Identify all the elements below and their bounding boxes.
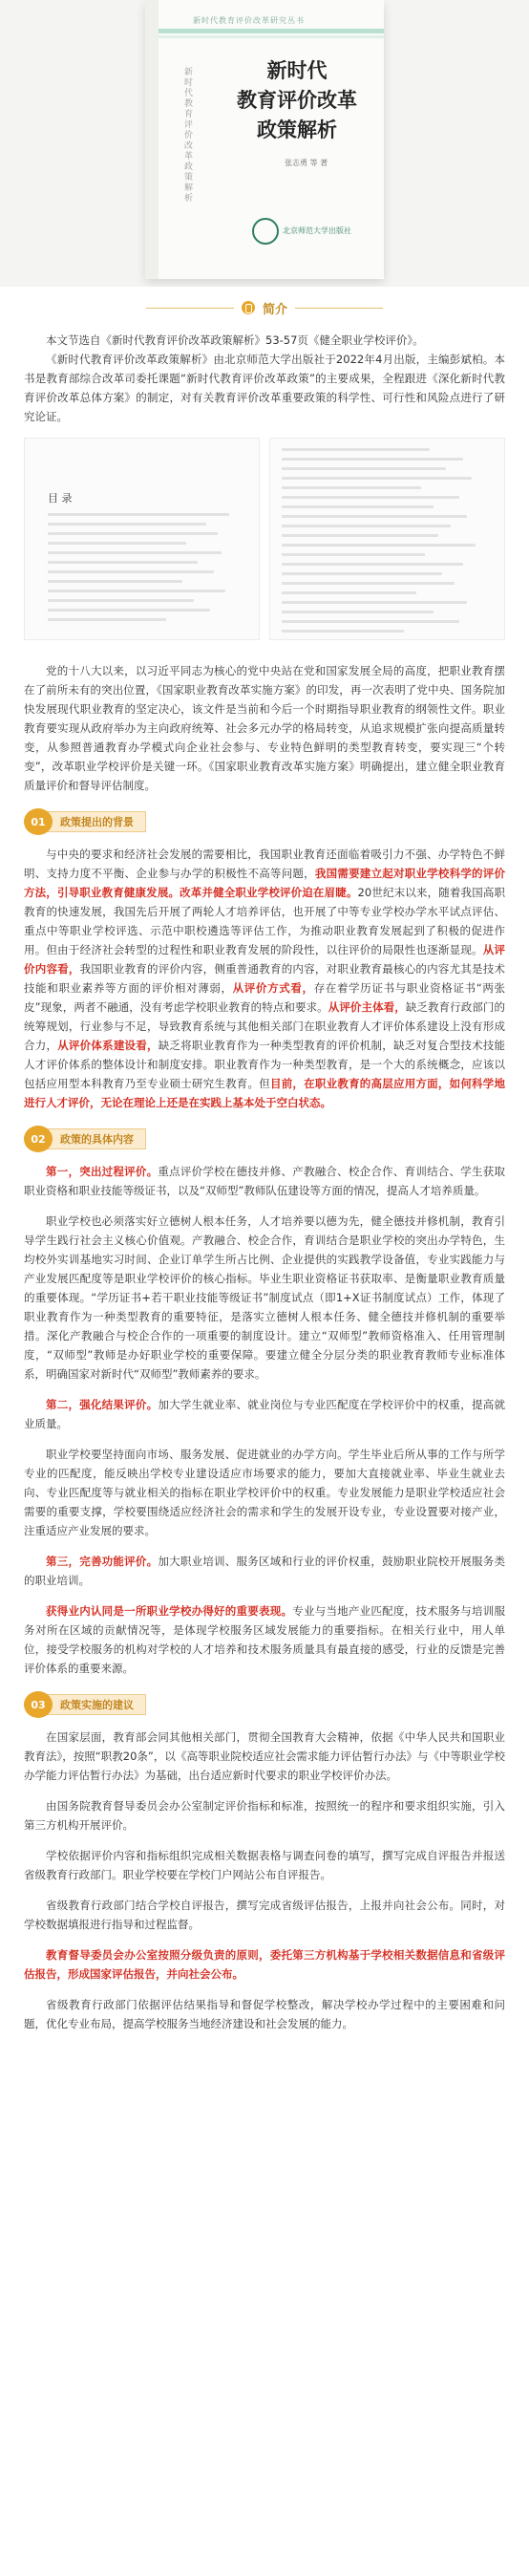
cover-authors: 张志勇 等 著 [285,159,328,167]
heading-line-left [146,308,234,309]
cover-series-text: 新时代教育评价改革研究丛书 [193,16,305,25]
s1-highlight-6: 目前，在职业教育的高层应用方面，如何科学地进行人才评价，无论在理论上还是在实践上基本处于空白状态。 [24,1077,506,1109]
toc-page-left [24,438,260,640]
s1-highlight-4: 从评价主体看， [328,1000,406,1014]
section3-paragraph-1: 在国家层面，教育部会同其他相关部门，贯彻全国教育大会精神，依据《中华人民共和国职业教育法》，按照“职教20条”，以《高等职业院校适应社会需求能力评估暂行办法》与《中等职业学校办学能力评估暂行办法》为基础，出台适应新时代要求的职业学校评价办法。 [24,1730,505,1782]
cover-band [159,29,384,33]
section3-paragraph-4: 省级教育行政部门结合学校自评报告，撰写完成省级评估报告，上报并向社会公布。同时，对学校数据填报进行指导和过程监督。 [24,1899,505,1931]
section-heading-01 [24,808,529,835]
s1-text-b: 20世纪末以来，随着我国高职教育的快速发展，我国先后开展了两轮人才培养评估，也开展了中等专业学校办学水平试点评估、重点中等职业学校评选、示范中职校遴选等评估工作，为推动职业教育发展起到了积极的促进作用。但由于经济社会转型的过程性和职业教育发展的阶段性，以往评价的局限性也逐渐显现。 [24,886,505,956]
section-number-01: 01 [24,808,53,835]
cover-title-line3: 政策解析 [257,118,337,141]
s1-text-c: 我国职业教育的评价内容，侧重普通教育的内容，对职业教育最核心的内容尤其是技术技能和职业素养等方面的评价相对薄弱， [24,962,506,995]
toc-lines-left [48,513,245,628]
intro-paragraph-2: 《新时代教育评价改革政策解析》由北京师范大学出版社于2022年4月出版，主编彭斌柏。本书是教育部综合改革司委托课题“新时代教育评价改革政策”的主要成果，全程跟进《深化新时代教育评价改革总体方案》的制定，对有关教育评价改革重要政策的科学性、可行性和风险点进行了研究论证。 [24,353,505,423]
s1-text-d: 存在着学历证书与职业资格证书“两张皮”现象，两者不融通，没有考虑学校职业教育的特点和要求。 [24,981,505,1014]
toc-lines-right [282,448,493,639]
table-of-contents-image [24,438,505,640]
cover-title [225,55,369,144]
s1-text-e: 缺乏教育行政部门的统筹规划，行业参与不足，导致教育系统与其他相关部门在职业教育人才评价体系建设上没有形成合力， [24,1000,506,1052]
publisher-logo-icon [252,218,279,245]
section-label-03: 政策实施的建议 [47,1694,146,1715]
book-cover [145,0,384,279]
cover-band-light [159,35,384,38]
cover-title-line2: 教育评价改革 [237,88,357,112]
section-label-01: 政策提出的背景 [47,811,146,832]
book-icon [242,301,255,314]
section2-third-point [0,1552,529,1590]
intro-heading-title: 简介 [262,302,287,317]
section3-paragraph-2: 由国务院教育督导委员会办公室制定评价指标和标准，按照统一的程序和要求组织实施，引入第三方机构开展评价。 [24,1799,505,1832]
intro-heading [0,292,529,323]
s2-first-heading: 第一，突出过程评价。 [46,1165,159,1178]
cover-spine-text: 新时代教育评价改革政策解析 [182,67,192,204]
section2-paragraph-2: 职业学校也必须落实好立德树人根本任务，人才培养要以德为先，健全德技并修机制，教育引导学生践行社会主义核心价值观。产教融合、校企合作，育训结合是职业学校的突出办学特色，生均校外实训基地实习时间、企业订单学生所占比例、企业提供的实践教学设备值，专业实践能力与产业发展匹配度等是职业学校评价的核心指标。毕业生职业资格证书获取率、是衡量职业教育质量的重要体现。“学历证书+若干职业技能等级证书”制度试点（即1+X证书制度试点）工作，体现了职业教育作为一种类型教育的重要特征，是落实立德树人根本任务、健全德技并修机制的重要举措。深化产教融合与校企合作的一项重要的制度设计。建立“双师型”教师资格准入、任用管理制度，“双师型”教师是办好职业学校的重要保障。要建立健全分层分类的职业教育教师专业标准体系，明确国家对新时代“双师型”教师素养的要求。 [24,1214,505,1381]
s1-highlight-2: 从评价内容看， [24,943,506,976]
s2-second-heading: 第二，强化结果评价。 [46,1398,159,1411]
section3-paragraph-3: 学校依据评价内容和指标组织完成相关数据表格与调查问卷的填写，撰写完成自评报告并报送省级教育行政部门。职业学校要在学校门户网站公布自评报告。 [24,1849,505,1881]
book-cover-image [0,0,529,287]
s1-highlight-3: 从评价方式看， [232,981,314,995]
section-number-02: 02 [24,1126,53,1152]
s2-p4-highlight: 获得业内认同是一所职业学校办得好的重要表现。 [46,1604,293,1618]
body-paragraph-1: 党的十八大以来，以习近平同志为核心的党中央站在党和国家发展全局的高度，把职业教育摆在了前所未有的突出位置，《国家职业教育改革实施方案》的印发，再一次表明了党中央、国务院加快发展现代职业教育的坚定决心，该文件是当前和今后一个时期指导职业教育的纲领性文件。职业教育要实现从政府举办为主向政府统筹、社会多元办学的格局转变，从追求规模扩张向提高质量转变，从参照普通教育办学模式向企业社会参与、专业特色鲜明的类型教育转变，要实现三“个转变”，改革职业学校评价是关键一环。《国家职业教育改革实施方案》明确提出，建立健全职业教育质量评价和督导评估制度。 [24,664,505,792]
s2-second-text: 加大学生就业率、就业岗位与专业匹配度在学校评价中的权重，提高就业质量。 [24,1398,505,1430]
section2-first-point [0,1162,529,1200]
section-label-02: 政策的具体内容 [47,1128,146,1149]
section2-paragraph-4 [0,1601,529,1678]
section-heading-03 [24,1691,529,1718]
section3-paragraph-6: 省级教育行政部门依据评估结果指导和督促学校整改，解决学校办学过程中的主要困难和问题，优化专业布局，提高学校服务当地经济建设和社会发展的能力。 [24,1998,505,2030]
s2-third-heading: 第三，完善功能评价。 [46,1555,159,1568]
s2-p4-text: 专业与当地产业匹配度，技术服务与培训服务对所在区域的贡献情况等，是体现学校服务区域发展能力的重要指标。在相关行业中，用人单位，接受学校服务的机构对学校的人才培养和技术服务质量具有最直接的感受，行业的反馈是完善评价体系的重要来源。 [24,1604,506,1675]
section1-paragraph [0,845,529,1112]
section2-second-point [0,1395,529,1433]
s2-first-text: 重点评价学校在德技并修、产教融合、校企合作、育训结合、学生获取职业资格和职业技能等级证书，以及“双师型”教师队伍建设等方面的情况，提高人才培养质量。 [24,1165,505,1197]
intro-paragraph-1: 本文节选自《新时代教育评价改革政策解析》53-57页《健全职业学校评价》。 [46,333,424,347]
toc-page-right [269,438,505,640]
s1-highlight-1: 我国需要建立起对职业学校科学的评价方法，引导职业教育健康发展。改革并健全职业学校评价迫在眉睫。 [24,867,506,899]
cover-title-line1: 新时代 [266,58,328,82]
s1-highlight-5: 从评价体系建设看， [57,1039,159,1052]
toc-title: 目 录 [48,492,73,504]
section-number-03: 03 [24,1691,53,1718]
heading-line-right [295,308,383,309]
section-heading-02 [24,1126,529,1152]
s2-third-text: 加大职业培训、服务区域和行业的评价权重，鼓励职业院校开展服务类的职业培训。 [24,1555,505,1587]
s1-text-a: 与中央的要求和经济社会发展的需要相比，我国职业教育还面临着吸引力不强、办学特色不鲜明、支持力度不平衡、企业参与办学的积极性不高等问题， [24,848,505,880]
s1-text-f: 缺乏将职业教育作为一种类型教育的评价机制，缺乏对复合型技术技能人才评价体系的整体设计和制度安排。职业教育作为一种类型教育，是一个大的系统概念，应该以包括应用型本科教育乃至专业硕士研究生教育。但 [24,1039,506,1090]
cover-publisher: 北京师范大学出版社 [283,226,351,235]
section2-paragraph-3: 职业学校要坚持面向市场、服务发展、促进就业的办学方向。学生毕业后所从事的工作与所学专业的匹配度，能反映出学校专业建设适应市场要求的能力，要加大直接就业率、毕业生就业去向、专业匹配度等与就业相关的指标在职业学校评价中的权重。专业发展能力是职业学校适应社会需要的重要支撑，学校要围绕适应经济社会的需求和学生的发展开设专业，专业设置要对接产业，注重适应产业发展的要求。 [24,1448,505,1537]
section3-paragraph-5: 教育督导委员会办公室按照分级负责的原则，委托第三方机构基于学校相关数据信息和省级评估报告，形成国家评估报告，并向社会公布。 [24,1948,505,1981]
